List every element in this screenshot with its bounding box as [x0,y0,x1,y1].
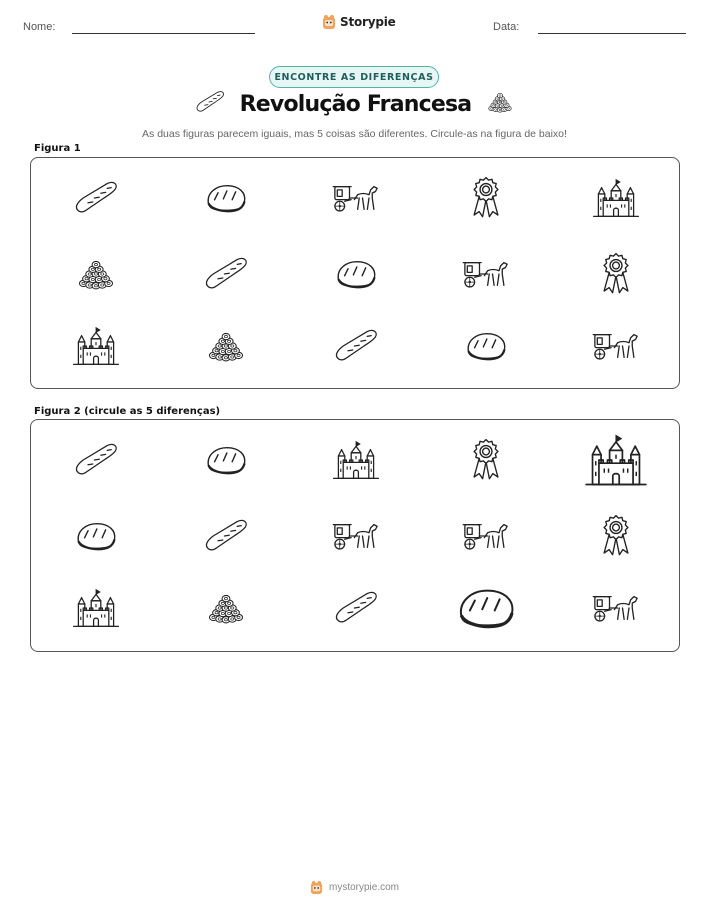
grid-cell[interactable] [291,424,421,496]
castle-icon [72,325,120,367]
carriage-icon [590,590,642,626]
grid-cell [291,310,421,382]
title-row [0,90,709,119]
castle-icon [584,431,648,489]
baguette-icon [72,179,120,217]
bread-icon [74,519,118,553]
rosette-icon [469,175,503,221]
grid-cell [551,238,681,310]
grid-cell [31,310,161,382]
baguette-icon [202,255,250,293]
grid-cell[interactable] [291,572,421,644]
bread-icon [455,585,517,631]
grid-cell [421,310,551,382]
rosette-icon [469,437,503,483]
carriage-icon [330,180,382,216]
rosette-icon [599,251,633,297]
grid-cell[interactable] [31,500,161,572]
name-line[interactable] [72,33,255,34]
grid-cell [161,310,291,382]
activity-badge: ENCONTRE AS DIFERENÇAS [269,66,439,88]
grid-cell [551,162,681,234]
instructions: As duas figuras parecem iguais, mas 5 coisas são diferentes. Circule-as na figura de baixo! [142,128,567,140]
footer [0,880,709,895]
bread-icon [204,443,248,477]
grid-cell [161,238,291,310]
grid-cell[interactable] [161,424,291,496]
grid-cell [421,238,551,310]
grid-cell[interactable] [161,500,291,572]
page-title: Revolução Francesa [239,92,472,117]
grid-cell [291,238,421,310]
figure-2-label: Figura 2 (circule as 5 diferenças) [34,406,221,417]
grid-cell[interactable] [421,424,551,496]
grid-cell[interactable] [551,424,681,496]
grid-cell [31,162,161,234]
rosette-icon [599,513,633,559]
bread-icon [334,257,378,291]
castle-icon [332,439,380,481]
castle-icon [592,177,640,219]
storypie-logo-icon [322,14,336,30]
grid-cell [161,162,291,234]
name-label: Nome: [23,21,56,33]
grid-cell[interactable] [421,500,551,572]
grid-cell[interactable] [421,572,551,644]
grid-cell[interactable] [31,424,161,496]
bread-icon [204,181,248,215]
baguette-icon [202,517,250,555]
baguette-icon [72,441,120,479]
carriage-icon [330,518,382,554]
baguette-icon [332,327,380,365]
grid-cell[interactable] [31,572,161,644]
carriage-icon [460,256,512,292]
coin-pile-icon [204,590,248,626]
coin-pile-icon [74,256,118,292]
bread-icon [464,329,508,363]
grid-cell [31,238,161,310]
coin-pile-icon [204,328,248,364]
grid-cell [421,162,551,234]
carriage-icon [590,328,642,364]
carriage-icon [460,518,512,554]
baguette-icon [332,589,380,627]
grid-cell[interactable] [161,572,291,644]
date-label: Data: [493,21,520,33]
figure-1-panel [30,157,680,389]
figure-1-label: Figura 1 [34,143,81,154]
baguette-icon [194,90,226,119]
coin-pile-icon [485,90,515,119]
grid-cell[interactable] [551,572,681,644]
brand [322,14,396,30]
date-line[interactable] [538,33,686,34]
grid-cell[interactable] [551,500,681,572]
grid-cell[interactable] [291,500,421,572]
footer-url: mystorypie.com [328,882,399,893]
storypie-logo-icon [310,880,323,895]
figure-2-panel[interactable] [30,419,680,652]
grid-cell [291,162,421,234]
grid-cell [551,310,681,382]
castle-icon [72,587,120,629]
brand-name: Storypie [340,15,396,29]
